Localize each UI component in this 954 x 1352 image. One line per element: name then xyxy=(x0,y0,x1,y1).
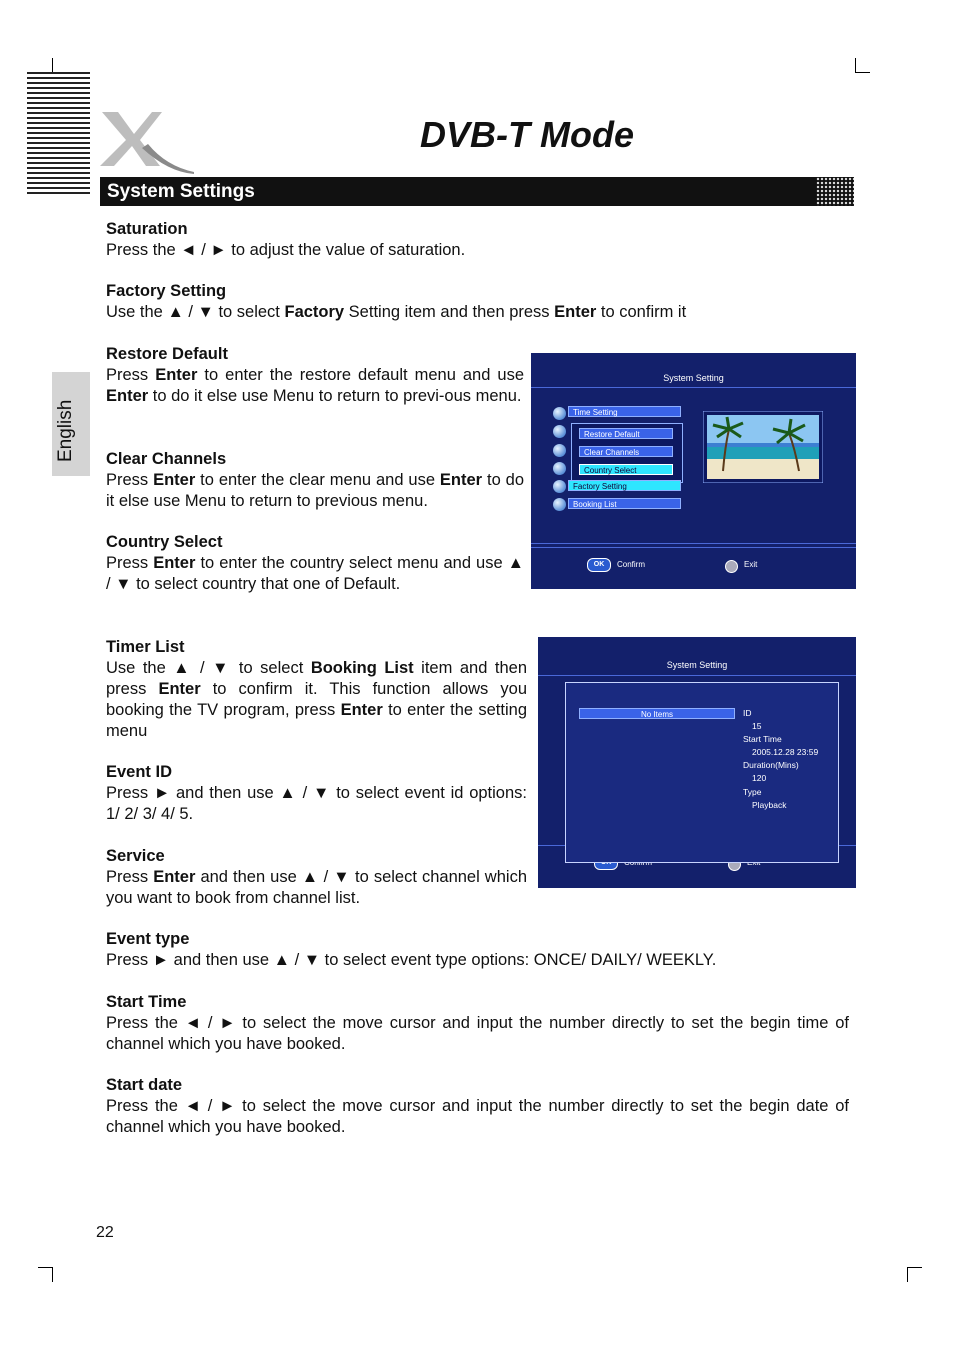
timer-section xyxy=(106,637,527,742)
type-label: Type xyxy=(743,787,762,797)
tools-icon xyxy=(553,444,566,457)
country-heading: Country Select xyxy=(106,533,223,551)
menu-item-booking-list[interactable]: Booking List xyxy=(568,498,681,509)
eventid-body: Press ► and then use ▲ / ▼ to select event id options: 1/ 2/ 3/ 4/ 5. xyxy=(106,784,527,823)
menu-item-clear-channels[interactable]: Clear Channels xyxy=(579,446,673,457)
book-icon xyxy=(553,498,566,511)
crop-mark-bottom-right xyxy=(907,1267,922,1282)
start-time-value: 2005.12.28 23:59 xyxy=(752,747,819,757)
startdate-body: Press the ◄ / ► to select the move cursor and input the number directly to set the begin date of channel which you have booked. xyxy=(106,1097,849,1136)
type-value: Playback xyxy=(752,800,787,810)
booking-list-item[interactable]: No Items xyxy=(579,708,735,719)
crop-mark-bottom-left xyxy=(38,1267,53,1282)
menu-item-time-setting[interactable]: Time Setting xyxy=(568,406,681,417)
eventid-section xyxy=(106,762,527,825)
country-section xyxy=(106,532,524,595)
exit-label: Exit xyxy=(744,560,758,569)
system-setting-screenshot-2 xyxy=(538,637,856,888)
eventid-heading: Event ID xyxy=(106,763,173,781)
restore-section xyxy=(106,344,524,407)
service-heading: Service xyxy=(106,847,165,865)
clear-body: Press Enter to enter the clear menu and use Enter to do it else use Menu to return to previous menu. xyxy=(106,471,524,510)
ok-key-icon: OK xyxy=(587,558,611,572)
factory-heading: Factory Setting xyxy=(106,282,227,300)
factory-icon xyxy=(553,480,566,493)
country-body: Press Enter to enter the country select menu and use ▲ / ▼ to select country that one of Default. xyxy=(106,554,524,593)
clear-heading: Clear Channels xyxy=(106,450,227,468)
satellite-icon xyxy=(553,462,566,475)
duration-value: 120 xyxy=(752,773,767,783)
starttime-heading: Start Time xyxy=(106,993,187,1011)
booking-dialog xyxy=(565,682,839,863)
timer-body: Use the ▲ / ▼ to select Booking List item and then press Enter to confirm it. This function allows you booking the TV program, press Enter to enter the setting menu xyxy=(106,659,527,740)
startdate-heading: Start date xyxy=(106,1076,183,1094)
system-setting-screenshot-1 xyxy=(531,353,856,589)
exit-key-icon xyxy=(725,560,738,573)
language-label: English xyxy=(55,399,76,462)
page-number: 22 xyxy=(96,1224,114,1241)
restore-body: Press Enter to enter the restore default menu and use Enter to do it else use Menu to return to previ-ous menu. xyxy=(106,366,525,405)
banner-dots-decoration xyxy=(816,177,854,206)
clear-section xyxy=(106,449,524,512)
menu-item-country-select[interactable]: Country Select xyxy=(579,464,673,475)
id-label: ID xyxy=(743,708,752,718)
section-title: System Settings xyxy=(107,181,255,202)
starttime-section xyxy=(106,992,849,1055)
saturation-section xyxy=(106,219,854,261)
screen2-title: System Setting xyxy=(666,660,728,670)
globe-icon xyxy=(553,425,566,438)
id-value: 15 xyxy=(752,721,762,731)
section-banner xyxy=(100,177,854,206)
brand-logo xyxy=(98,108,196,176)
crop-mark-top-left xyxy=(38,58,53,73)
start-time-label: Start Time xyxy=(743,734,782,744)
eventtype-section xyxy=(106,929,854,971)
service-body: Press Enter and then use ▲ / ▼ to select channel which you want to book from channel list. xyxy=(106,868,527,907)
menu-item-restore-default[interactable]: Restore Default xyxy=(579,428,673,439)
starttime-body: Press the ◄ / ► to select the move cursor and input the number directly to set the begin time of channel which you have booked. xyxy=(106,1014,849,1053)
saturation-body: Press the ◄ / ► to adjust the value of saturation. xyxy=(106,241,466,259)
duration-label: Duration(Mins) xyxy=(743,760,799,770)
page-title: DVB-T Mode xyxy=(420,114,634,155)
timer-heading: Timer List xyxy=(106,638,185,656)
service-section xyxy=(106,846,527,909)
decorative-stripes xyxy=(27,72,90,200)
clock-icon xyxy=(553,407,566,420)
factory-section xyxy=(106,281,854,323)
crop-mark-top-right xyxy=(855,58,870,73)
restore-heading: Restore Default xyxy=(106,345,228,363)
confirm-label: Confirm xyxy=(617,560,646,569)
eventtype-body: Press ► and then use ▲ / ▼ to select event type options: ONCE/ DAILY/ WEEKLY. xyxy=(106,951,717,969)
menu-item-factory-setting[interactable]: Factory Setting xyxy=(568,480,681,491)
eventtype-heading: Event type xyxy=(106,930,190,948)
startdate-section xyxy=(106,1075,849,1138)
saturation-heading: Saturation xyxy=(106,220,188,238)
beach-preview-image xyxy=(703,411,823,483)
screen1-title: System Setting xyxy=(663,373,724,383)
factory-body: Use the ▲ / ▼ to select Factory Setting item and then press Enter to confirm it xyxy=(106,303,687,321)
